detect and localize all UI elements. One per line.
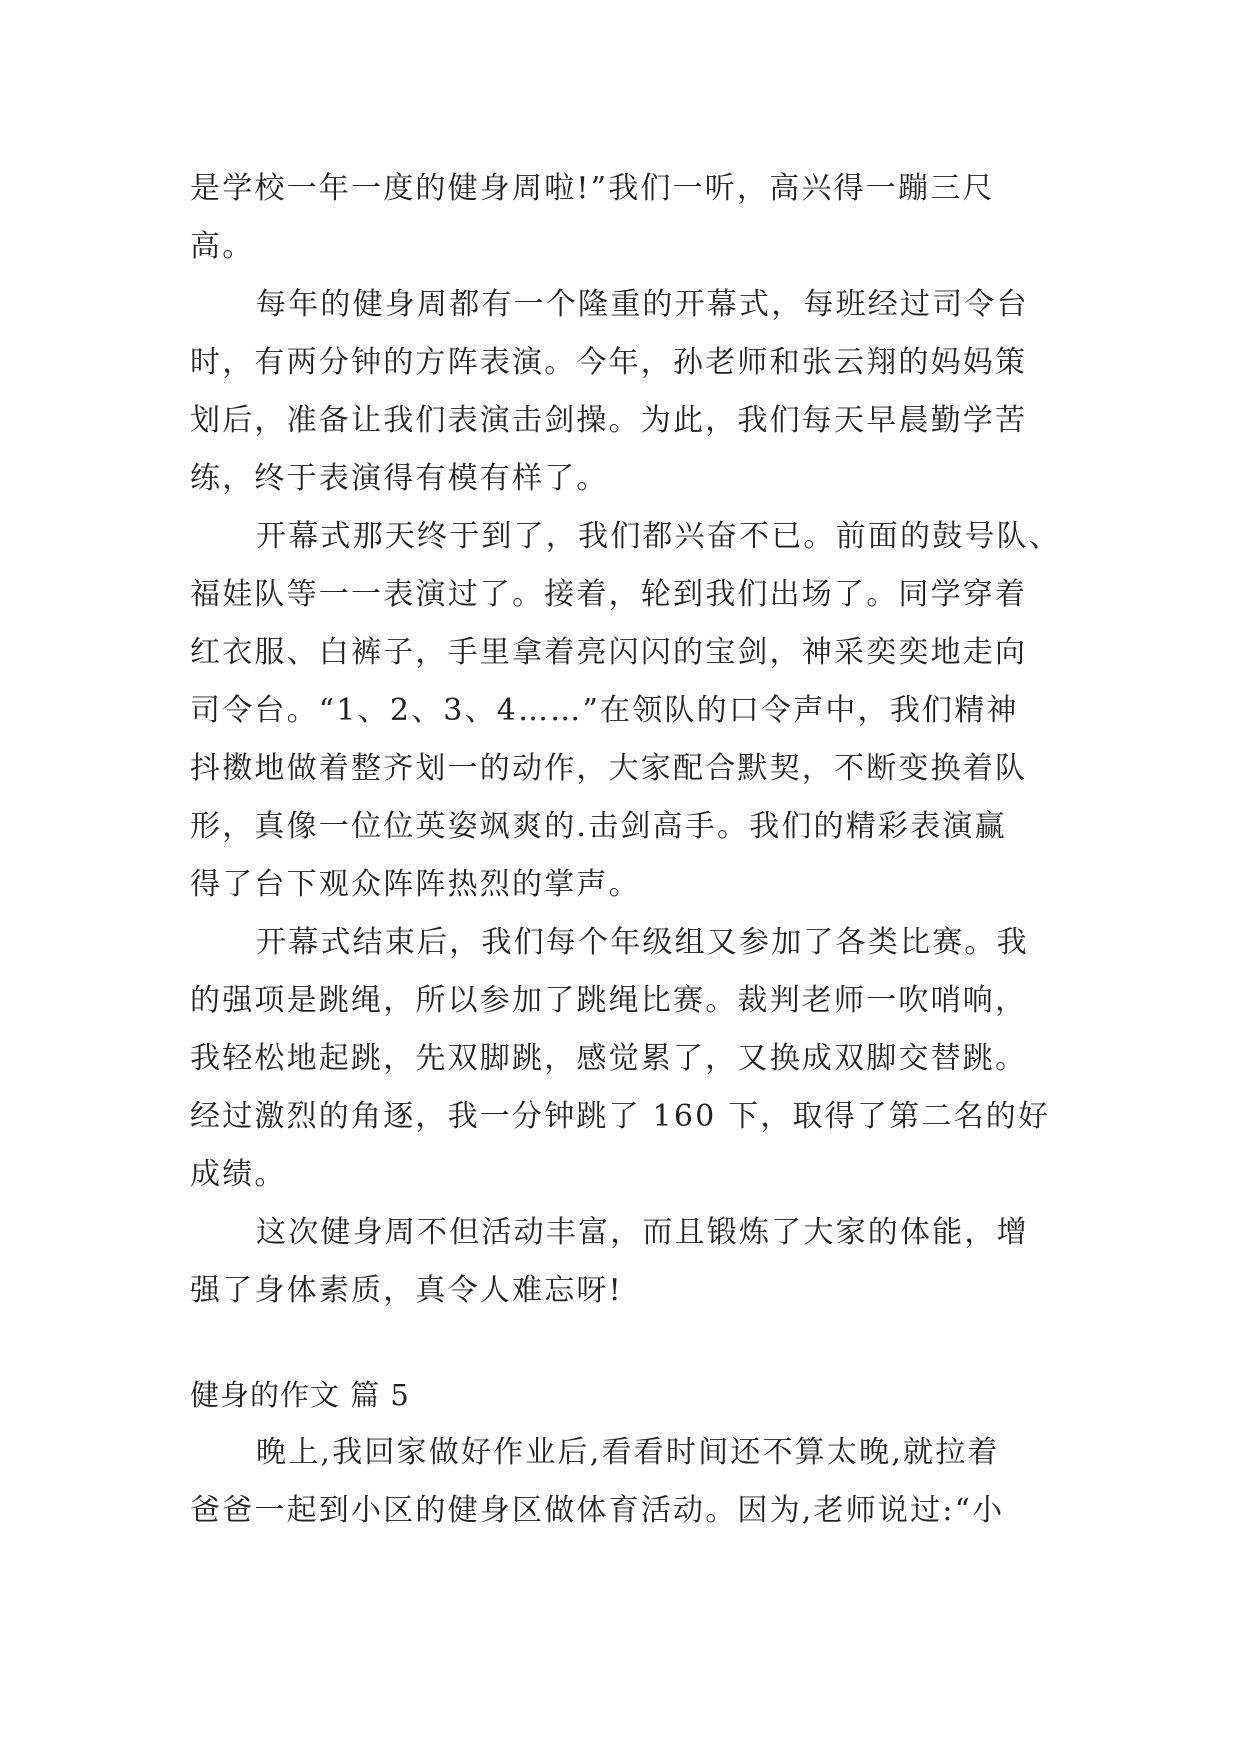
text-line: 经过激烈的角逐，我一分钟跳了 160 下，取得了第二名的好 bbox=[190, 1099, 1051, 1134]
text-line: 练，终于表演得有模有样了。 bbox=[190, 461, 609, 496]
text-line: 形，真像一位位英姿飒爽的.击剑高手。我们的精彩表演赢 bbox=[190, 809, 1007, 844]
document-page bbox=[190, 160, 1061, 1540]
text-line: 红衣服、白裤子，手里拿着亮闪闪的宝剑，神采奕奕地走向 bbox=[190, 635, 1028, 670]
text-line: 司令台。“1、2、3、4……”在领队的口令声中，我们精神 bbox=[190, 693, 1019, 728]
paragraph-3 bbox=[190, 508, 1061, 914]
text-line: 我轻松地起跳，先双脚跳，感觉累了，又换成双脚交替跳。 bbox=[190, 1041, 1028, 1076]
text-line: 强了身体素质，真令人难忘呀! bbox=[190, 1273, 623, 1308]
text-line: 划后，准备让我们表演击剑操。为此，我们每天早晨勤学苦 bbox=[190, 403, 1028, 438]
text-line: 抖擞地做着整齐划一的动作，大家配合默契，不断变换着队 bbox=[190, 751, 1028, 786]
text-line: 的强项是跳绳，所以参加了跳绳比赛。裁判老师一吹哨响， bbox=[190, 983, 1028, 1018]
paragraph-1 bbox=[190, 160, 1055, 276]
paragraph-4 bbox=[190, 914, 1055, 1204]
section-paragraph-1 bbox=[190, 1424, 1055, 1540]
text-line: 爸爸一起到小区的健身区做体育活动。因为,老师说过:“小 bbox=[190, 1493, 1005, 1528]
paragraph-2 bbox=[190, 276, 1055, 508]
text-line: 是学校一年一度的健身周啦!”我们一听，高兴得一蹦三尺 bbox=[190, 171, 995, 206]
text-line: 高。 bbox=[190, 229, 255, 264]
text-line: 晚上,我回家做好作业后,看看时间还不算太晚,就拉着 bbox=[256, 1435, 1000, 1470]
text-line: 这次健身周不但活动丰富，而且锻炼了大家的体能，增 bbox=[256, 1215, 1029, 1250]
text-line: 每年的健身周都有一个隆重的开幕式，每班经过司令台 bbox=[256, 287, 1029, 322]
text-line: 成绩。 bbox=[190, 1157, 287, 1192]
text-line: 开幕式结束后，我们每个年级组又参加了各类比赛。我 bbox=[256, 925, 1029, 960]
text-line: 福娃队等一一表演过了。接着，轮到我们出场了。同学穿着 bbox=[190, 577, 1028, 612]
section-heading: 健身的作文 篇 5 bbox=[190, 1378, 410, 1412]
paragraph-5 bbox=[190, 1204, 1055, 1320]
text-line: 得了台下观众阵阵热烈的掌声。 bbox=[190, 867, 641, 902]
text-line: 开幕式那天终于到了，我们都兴奋不已。前面的鼓号队、 bbox=[256, 519, 1061, 554]
text-line: 时，有两分钟的方阵表演。今年，孙老师和张云翔的妈妈策 bbox=[190, 345, 1028, 380]
